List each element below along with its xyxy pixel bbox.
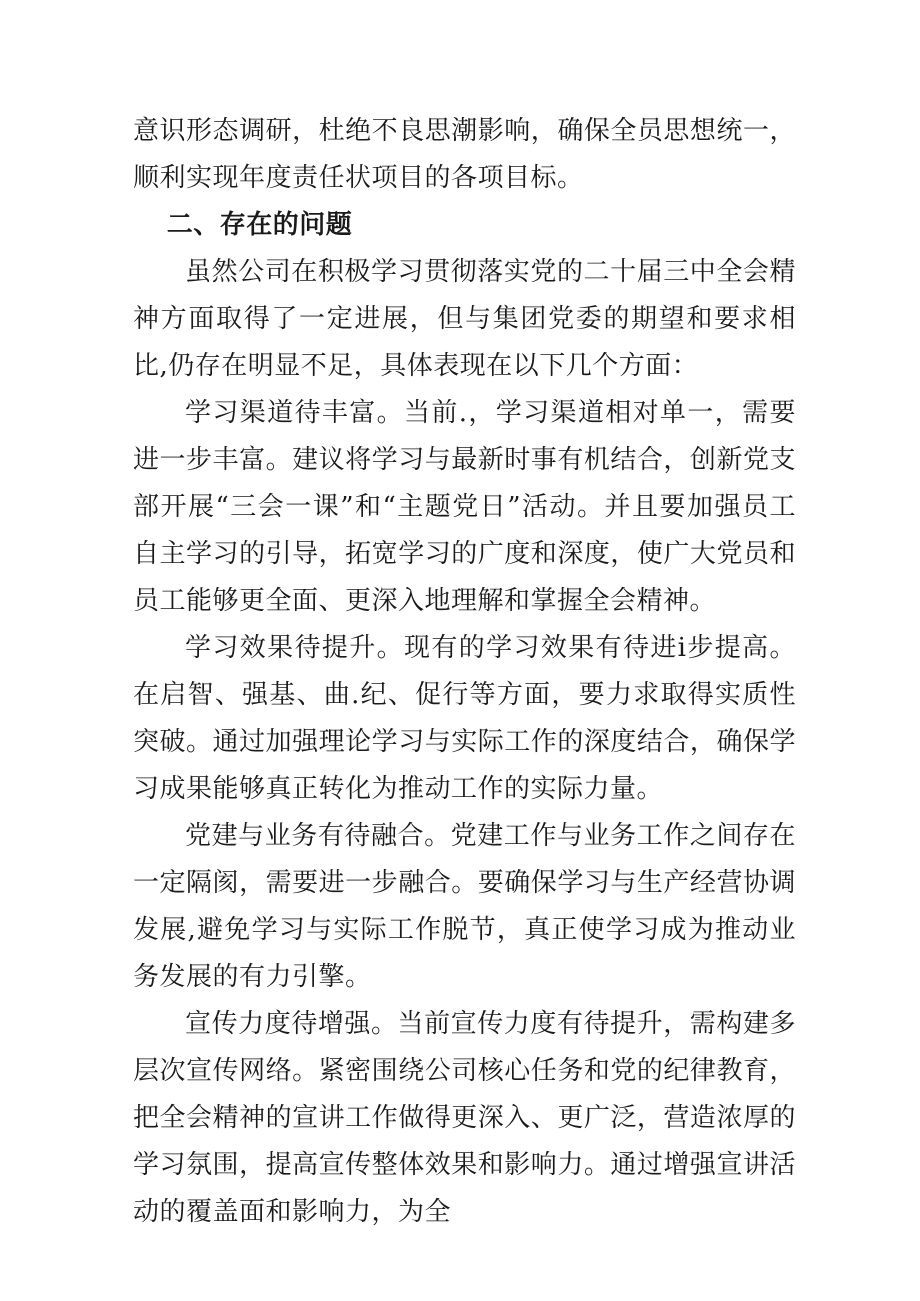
intro-paragraph: 虽然公司在积极学习贯彻落实党的二十届三中全会精神方面取得了一定进展，但与集团党委的期望和要求相比,仍存在明显不足，具体表现在以下几个方面： <box>133 257 796 381</box>
learning-effect-paragraph: 学习效果待提升。现有的学习效果有待进i步提高。在启智、强基、曲.纪、促行等方面，要力求取得实质性突破。通过加强理论学习与实际工作的深度结合，确保学习成果能够真正转化为推动工作的实际力量。 <box>133 633 796 804</box>
party-business-integration-paragraph: 党建与业务有待融合。党建工作与业务工作之间存在一定隔阂，需要进一步融合。要确保学习与生产经营协调发展,避免学习与实际工作脱节，真正使学习成为推动业务发展的有力引擎。 <box>133 821 796 992</box>
publicity-paragraph: 宣传力度待增强。当前宣传力度有待提升，需构建多层次宣传网络。紧密围绕公司核心任务和党的纪律教育，把全会精神的宣讲工作做得更深入、更广泛，营造浓厚的学习氛围，提高宣传整体效果和影响力。通过增强宣讲活动的覆盖面和影响力，为全 <box>133 1009 796 1227</box>
document-body <box>133 108 796 1236</box>
learning-channels-paragraph: 学习渠道待丰富。当前.，学习渠道相对单一，需要进一步丰富。建议将学习与最新时事有机结合，创新党支部开展“三会一课”和“主题党日”活动。并且要加强员工自主学习的引导，拓宽学习的广度和深度，使广大党员和员工能够更全面、更深入地理解和掌握全会精神。 <box>133 398 796 616</box>
section-heading: 二、存在的问题 <box>166 210 353 240</box>
continuation-paragraph: 意识形态调研，杜绝不良思潮影响，确保全员思想统一，顺利实现年度责任状项目的各项目标。 <box>133 116 796 193</box>
